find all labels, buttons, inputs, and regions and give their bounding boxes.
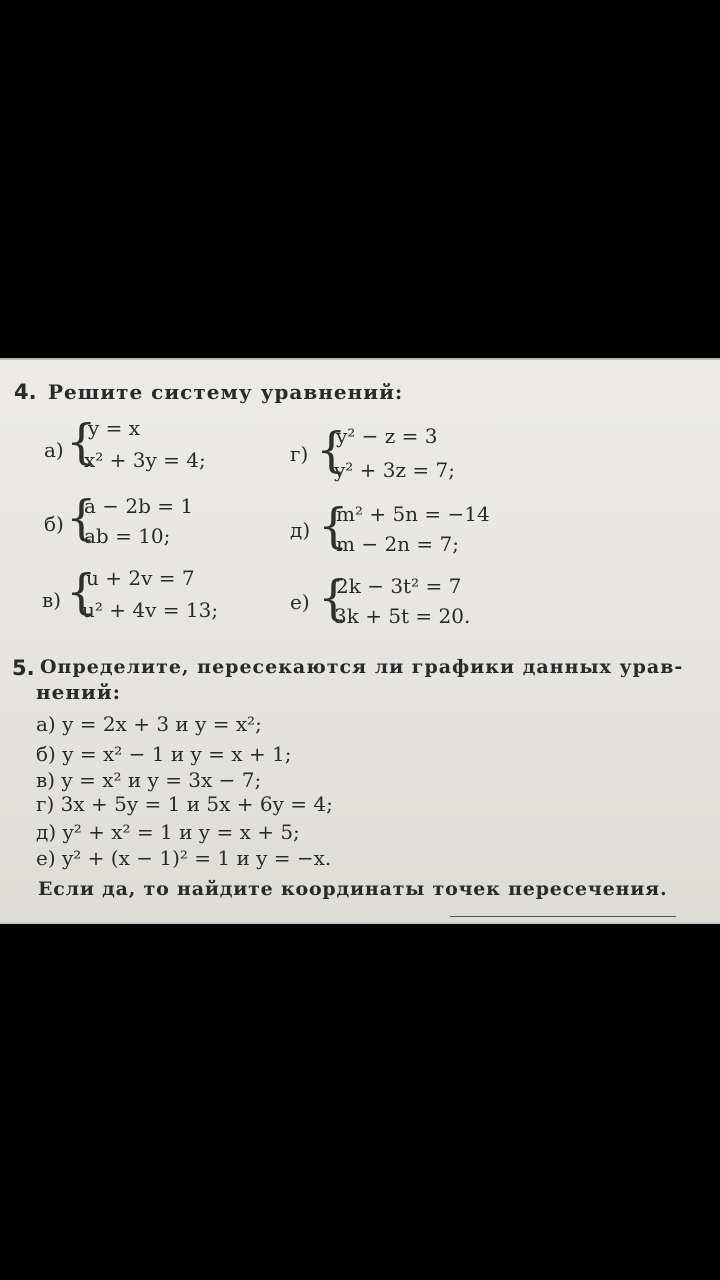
system-d-brace: { [318,498,349,554]
system-a-label: а) [44,438,64,462]
system-v-label: в) [42,588,62,612]
problem-5-conclusion: Если да, то найдите координаты точек пересечения. [38,878,668,900]
system-b-eq2: ab = 10; [84,524,171,548]
system-g-brace: { [316,422,347,478]
textbook-page [0,358,720,924]
system-a-eq1: y = x [88,416,141,440]
system-e-label: е) [290,590,310,614]
problem-5-item-b: б) y = x² − 1 и y = x + 1; [36,742,292,766]
system-g-label: г) [290,442,309,466]
system-b-eq1: a − 2b = 1 [84,494,194,518]
problem-5-item-g: г) 3x + 5y = 1 и 5x + 6y = 4; [36,792,333,816]
problem-4-title: Решите систему уравнений: [48,380,404,404]
system-a-eq2: x² + 3y = 4; [84,448,206,472]
problem-5-item-a: а) y = 2x + 3 и y = x²; [36,712,262,736]
problem-5-number: 5. [12,656,35,680]
system-d-eq1: m² + 5n = −14 [336,502,490,526]
page-top-edge [0,358,720,360]
problem-5-item-e: е) y² + (x − 1)² = 1 и y = −x. [36,846,332,870]
problem-4-number: 4. [14,380,37,404]
problem-5-title-line2: нений: [36,680,122,704]
system-v-brace: { [66,564,97,620]
footer-rule [450,916,676,917]
system-v-eq2: u² + 4v = 13; [82,598,219,622]
system-d-label: д) [290,518,311,542]
system-g-eq1: y² − z = 3 [336,424,438,448]
system-e-eq2: 3k + 5t = 20. [334,604,471,628]
system-b-brace: { [66,490,97,546]
system-v-eq1: u + 2v = 7 [86,566,195,590]
system-a-brace: { [66,414,97,470]
problem-5-item-v: в) y = x² и y = 3x − 7; [36,768,262,792]
page-bottom-edge [0,922,720,924]
system-e-brace: { [318,570,349,626]
system-g-eq2: y² + 3z = 7; [334,458,455,482]
system-e-eq1: 2k − 3t² = 7 [336,574,462,598]
problem-5-item-d: д) y² + x² = 1 и y = x + 5; [36,820,300,844]
problem-5-title-line1: Определите, пересекаются ли графики данных урав- [40,656,684,678]
system-b-label: б) [44,512,64,536]
system-d-eq2: m − 2n = 7; [336,532,459,556]
